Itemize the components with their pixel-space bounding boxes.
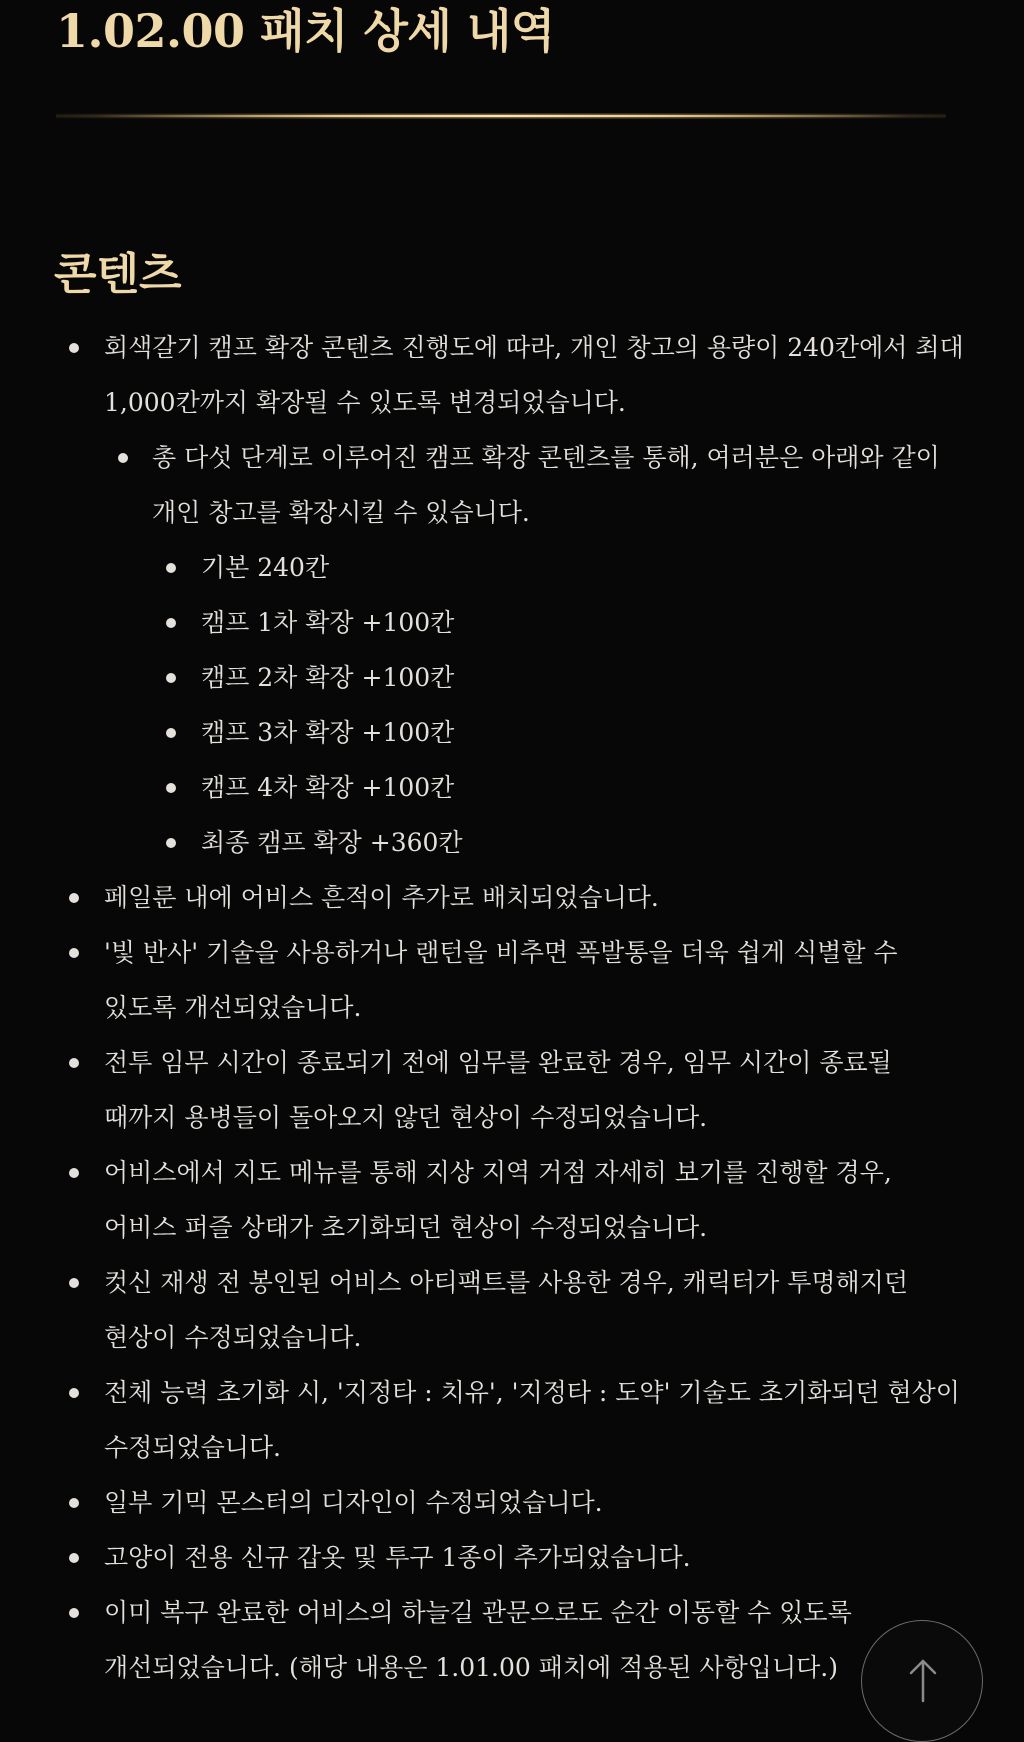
list-item-text: 개선되었습니다. (해당 내용은 1.01.00 패치에 적용된 사항입니다.) [104, 1653, 838, 1682]
list-item [0, 650, 1024, 705]
list-item-text: 1,000칸까지 확장될 수 있도록 변경되었습니다. [104, 388, 626, 417]
list-item [0, 815, 1024, 870]
list-item-text: 페일룬 내에 어비스 흔적이 추가로 배치되었습니다. [104, 883, 659, 912]
list-item [0, 870, 1024, 925]
list-item [0, 1530, 1024, 1585]
list-item-text: '빛 반사' 기술을 사용하거나 랜턴을 비추면 폭발통을 더욱 쉽게 식별할 수 [104, 938, 898, 967]
bullet-icon [69, 1498, 79, 1508]
list-item-text: 총 다섯 단계로 이루어진 캠프 확장 콘텐츠를 통해, 여러분은 아래와 같이 [152, 443, 940, 472]
list-item-text: 전투 임무 시간이 종료되기 전에 임무를 완료한 경우, 임무 시간이 종료될 [104, 1048, 892, 1077]
bullet-icon [69, 1553, 79, 1563]
bullet-icon [166, 618, 176, 628]
list-item-text: 최종 캠프 확장 +360칸 [201, 828, 463, 857]
list-item-text: 전체 능력 초기화 시, '지정타 : 치유', '지정타 : 도약' 기술도 초기화되던 현상이 [104, 1378, 960, 1407]
content-list [0, 320, 1024, 1695]
bullet-icon [166, 728, 176, 738]
arrow-up-icon [906, 1657, 940, 1705]
list-item-text: 어비스 퍼즐 상태가 초기화되던 현상이 수정되었습니다. [104, 1213, 708, 1242]
list-item-text: 회색갈기 캠프 확장 콘텐츠 진행도에 따라, 개인 창고의 용량이 240칸에서 최대 [104, 333, 964, 362]
list-item-text: 기본 240칸 [201, 553, 330, 582]
list-item [0, 430, 1024, 540]
list-item-text: 캠프 1차 확장 +100칸 [201, 608, 455, 637]
page-title: 1.02.00 패치 상세 내역 [56, 4, 555, 58]
bullet-icon [69, 1058, 79, 1068]
list-item-text: 개인 창고를 확장시킬 수 있습니다. [152, 498, 530, 527]
list-item-text: 캠프 3차 확장 +100칸 [201, 718, 455, 747]
bullet-icon [69, 948, 79, 958]
bullet-icon [166, 563, 176, 573]
list-item [0, 1035, 1024, 1145]
bullet-icon [69, 893, 79, 903]
list-item [0, 320, 1024, 430]
list-item-text: 고양이 전용 신규 갑옷 및 투구 1종이 추가되었습니다. [104, 1543, 691, 1572]
bullet-icon [166, 783, 176, 793]
list-item [0, 1475, 1024, 1530]
list-item [0, 760, 1024, 815]
list-item [0, 595, 1024, 650]
list-item-text: 캠프 4차 확장 +100칸 [201, 773, 455, 802]
bullet-icon [118, 453, 128, 463]
list-item [0, 705, 1024, 760]
title-divider [56, 113, 946, 119]
list-item-text: 있도록 개선되었습니다. [104, 993, 362, 1022]
bullet-icon [69, 1388, 79, 1398]
list-item [0, 925, 1024, 1035]
list-item-text: 일부 기믹 몬스터의 디자인이 수정되었습니다. [104, 1488, 603, 1517]
list-item-text: 때까지 용병들이 돌아오지 않던 현상이 수정되었습니다. [104, 1103, 708, 1132]
scroll-to-top-button[interactable] [861, 1620, 983, 1742]
list-item-text: 이미 복구 완료한 어비스의 하늘길 관문으로도 순간 이동할 수 있도록 [104, 1598, 852, 1627]
list-item [0, 1255, 1024, 1365]
list-item-text: 수정되었습니다. [104, 1433, 281, 1462]
list-item [0, 540, 1024, 595]
section-heading: 콘텐츠 [54, 249, 182, 300]
list-item [0, 1365, 1024, 1475]
list-item-text: 어비스에서 지도 메뉴를 통해 지상 지역 거점 자세히 보기를 진행할 경우, [104, 1158, 892, 1187]
list-item-text: 컷신 재생 전 봉인된 어비스 아티팩트를 사용한 경우, 캐릭터가 투명해지던 [104, 1268, 908, 1297]
bullet-icon [166, 838, 176, 848]
bullet-icon [69, 1608, 79, 1618]
bullet-icon [69, 1278, 79, 1288]
bullet-icon [69, 1168, 79, 1178]
list-item-text: 캠프 2차 확장 +100칸 [201, 663, 455, 692]
bullet-icon [69, 343, 79, 353]
list-item-text: 현상이 수정되었습니다. [104, 1323, 362, 1352]
list-item [0, 1145, 1024, 1255]
bullet-icon [166, 673, 176, 683]
